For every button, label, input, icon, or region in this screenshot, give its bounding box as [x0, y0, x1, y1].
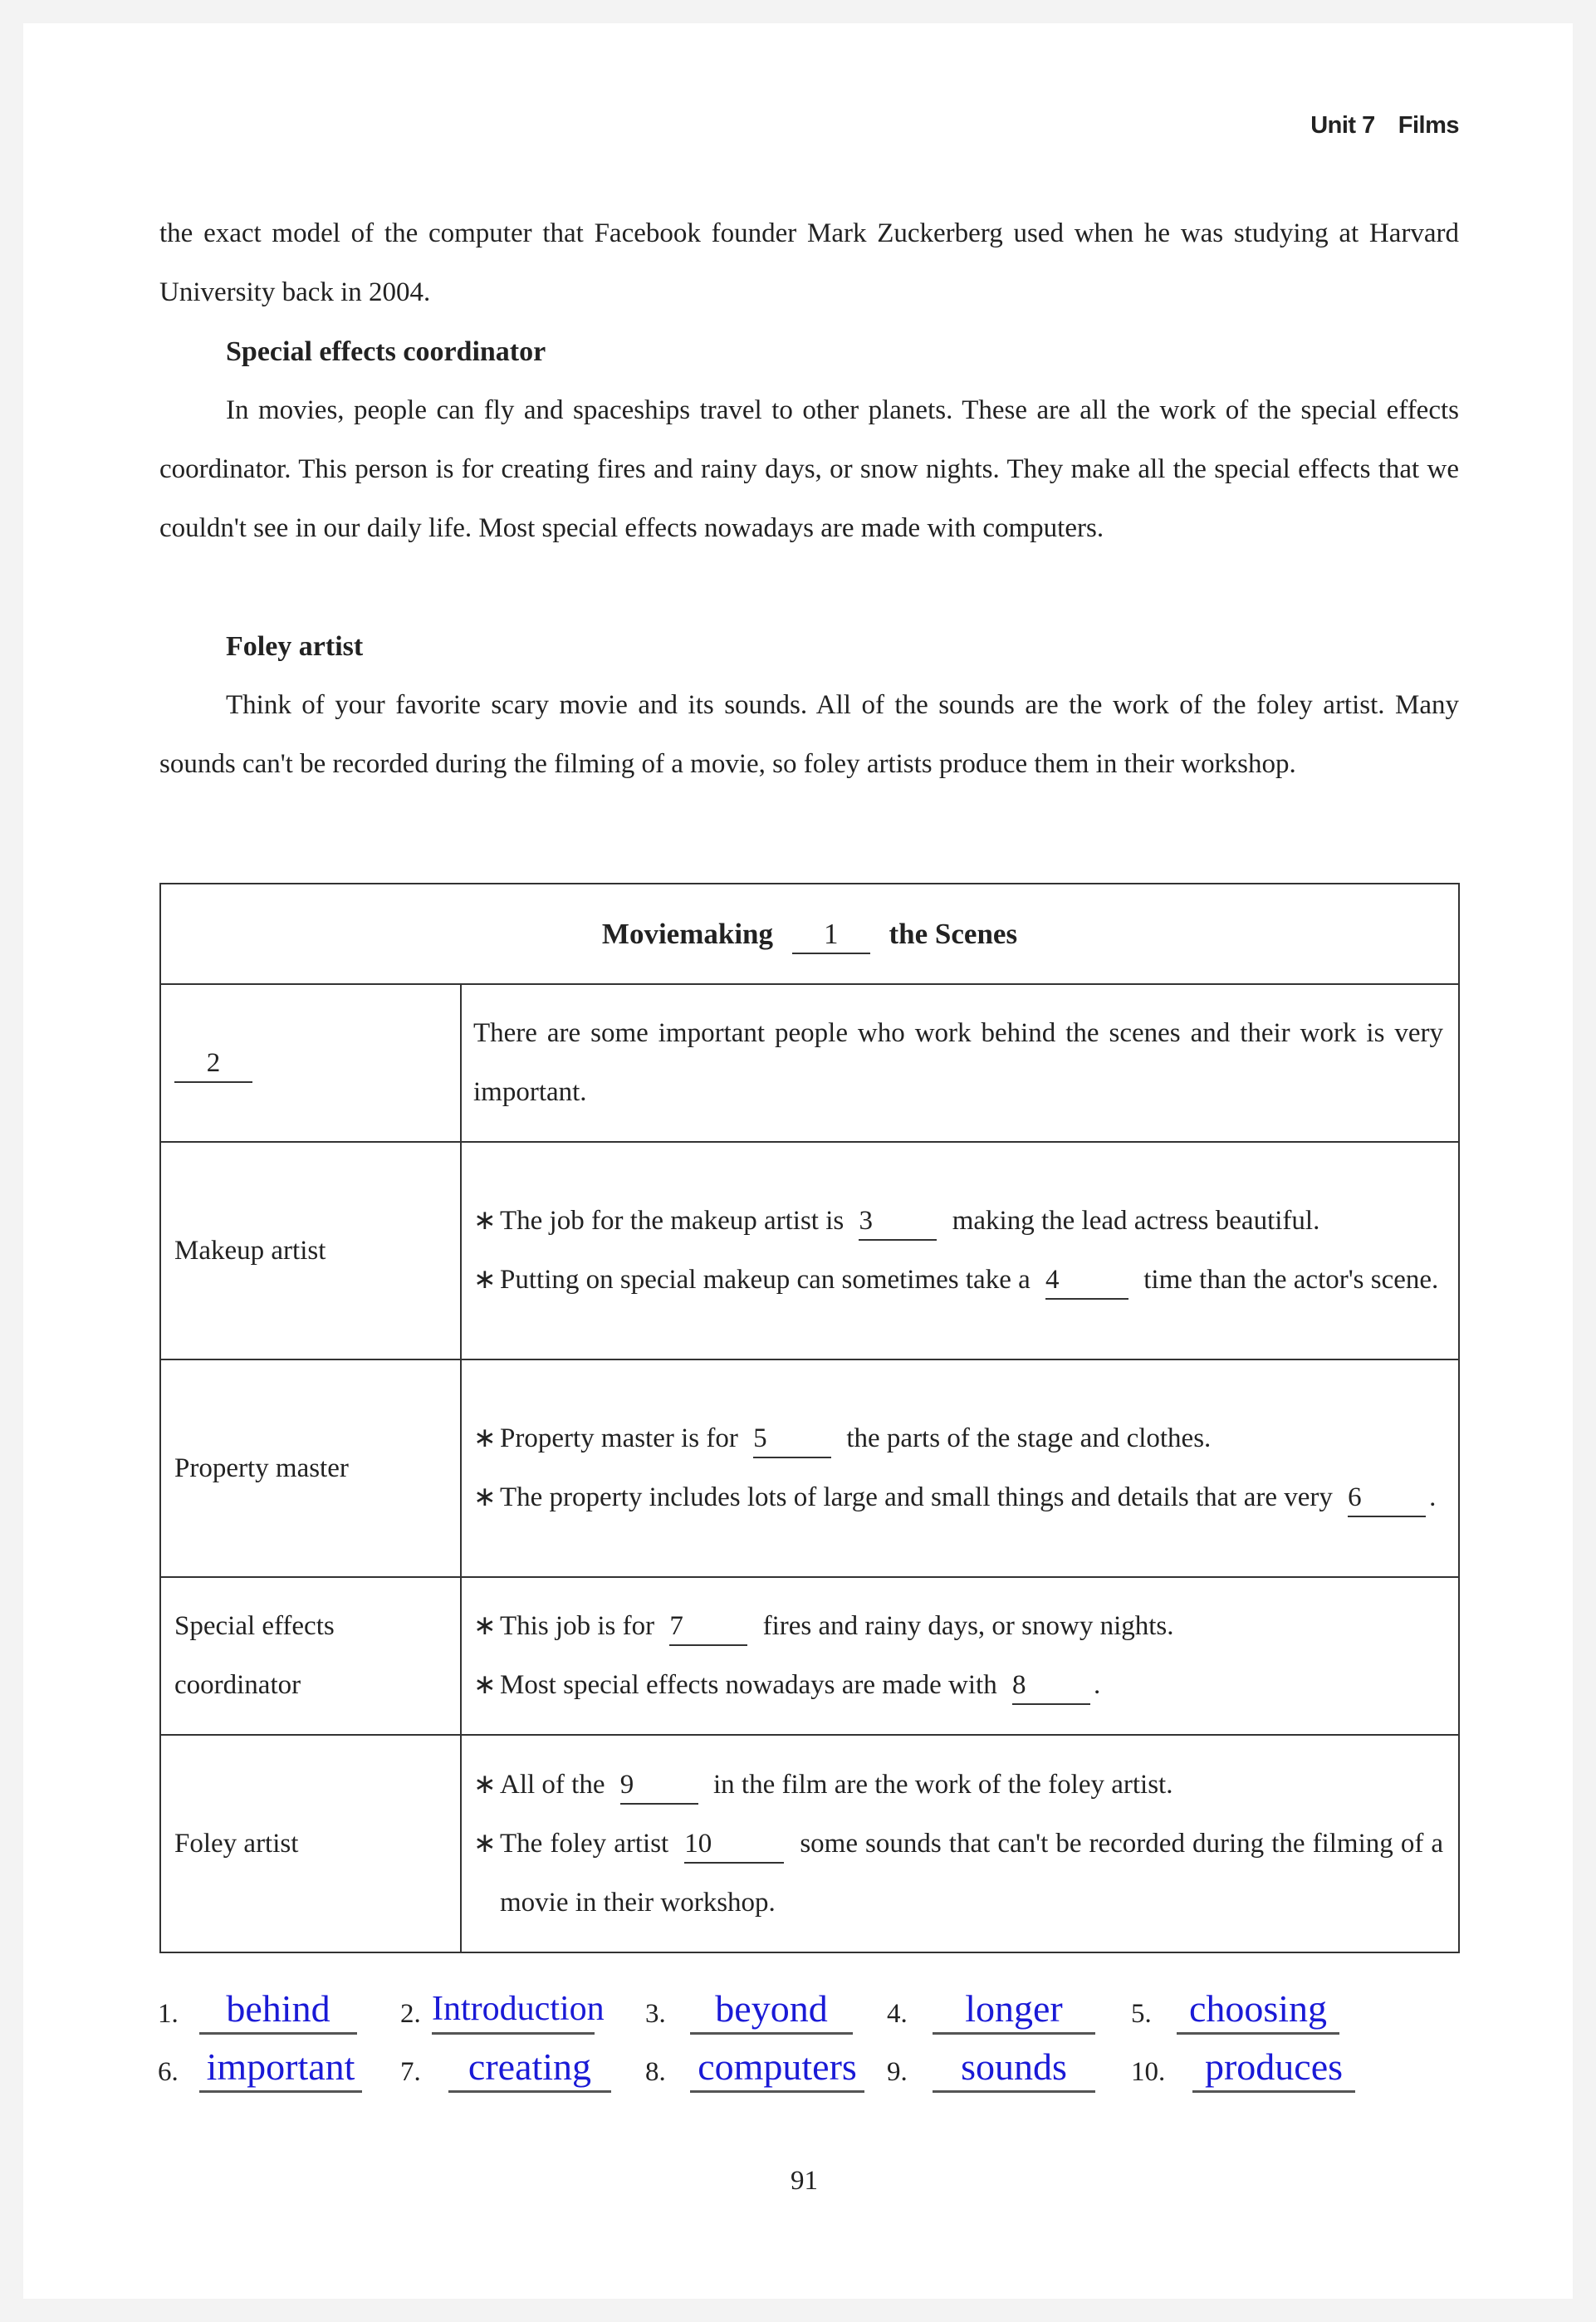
row-label	[160, 984, 461, 1142]
bullet-icon: ∗	[473, 1611, 497, 1641]
text: the parts of the stage and clothes.	[846, 1423, 1212, 1453]
blank-10: 10	[684, 1825, 784, 1864]
bullet-icon: ∗	[473, 1265, 497, 1295]
section-paragraph: Think of your favorite scary movie and its sounds. All of the sounds are the work of the foley artist. Many sounds can't be recorded during the filming of a movie, so foley artists produce them in their workshop.	[159, 690, 1459, 779]
row-content: There are some important people who work behind the scenes and their work is very important.	[461, 984, 1459, 1142]
bullet-icon: ∗	[473, 1482, 497, 1512]
answer-number: 4.	[887, 1999, 908, 2029]
text: .	[1429, 1482, 1437, 1512]
table-row	[160, 1735, 1459, 1952]
answer-text: longer	[933, 1986, 1095, 2035]
text: fires and rainy days, or snowy nights.	[762, 1611, 1174, 1641]
text: in the film are the work of the foley artist.	[712, 1769, 1173, 1800]
blank-3: 3	[859, 1203, 937, 1241]
row-content	[461, 1735, 1459, 1952]
row-label: Special effects coordinator	[160, 1577, 461, 1735]
table-row	[160, 1142, 1459, 1359]
answer-number: 5.	[1131, 1999, 1152, 2029]
unit-label: Unit 7	[1310, 112, 1375, 139]
answer-text: beyond	[690, 1986, 853, 2035]
bullet-icon: ∗	[473, 1670, 497, 1700]
answer-text: produces	[1192, 2044, 1355, 2093]
text: Putting on special makeup can sometimes take a	[500, 1265, 1031, 1295]
table-row	[160, 1359, 1459, 1577]
blank-7: 7	[669, 1608, 747, 1646]
bullet-icon: ∗	[473, 1206, 497, 1236]
answer-number: 10.	[1131, 2057, 1166, 2087]
blank-9: 9	[620, 1766, 698, 1805]
answer-number: 1.	[158, 1999, 179, 2029]
table-row	[160, 1577, 1459, 1735]
blank-4: 4	[1045, 1261, 1128, 1300]
intro-paragraph: the exact model of the computer that Facebook founder Mark Zuckerberg used when he was studying at Harvard University back in 2004.	[159, 218, 1459, 307]
blank-6: 6	[1348, 1479, 1426, 1517]
section-paragraph: In movies, people can fly and spaceships travel to other planets. These are all the work of the special effects coordinator. This person is for creating fires and rainy days, or snow nights. They make all the special effects that we couldn't see in our daily life. Most special effects nowadays are made with computers.	[159, 395, 1459, 543]
unit-title: Films	[1398, 112, 1459, 139]
text: .	[1093, 1670, 1101, 1700]
answer-number: 7.	[400, 2057, 421, 2087]
blank-1: 1	[792, 916, 870, 954]
text: All of the	[500, 1769, 605, 1800]
text: This job is for	[500, 1611, 655, 1641]
row-label: Property master	[160, 1359, 461, 1577]
answer-text: sounds	[933, 2044, 1095, 2093]
blank-8: 8	[1012, 1667, 1090, 1705]
running-header	[1310, 112, 1459, 140]
bullet-icon: ∗	[473, 1769, 497, 1800]
answer-number: 8.	[645, 2057, 666, 2087]
text: Property master is for	[500, 1423, 738, 1453]
row-content	[461, 1359, 1459, 1577]
title-text: the Scenes	[889, 918, 1018, 950]
bullet-icon: ∗	[473, 1828, 497, 1859]
row-content	[461, 1142, 1459, 1359]
row-label: Foley artist	[160, 1735, 461, 1952]
bullet-icon: ∗	[473, 1423, 497, 1453]
table-title	[160, 884, 1459, 984]
answer-number: 6.	[158, 2057, 179, 2087]
table-row	[160, 984, 1459, 1142]
answer-text: creating	[448, 2044, 611, 2093]
text: The foley artist	[500, 1828, 669, 1859]
title-text: Moviemaking	[601, 918, 774, 950]
answer-text: important	[199, 2044, 362, 2093]
text: making the lead actress beautiful.	[952, 1206, 1320, 1236]
answer-number: 9.	[887, 2057, 908, 2087]
answer-text: choosing	[1177, 1986, 1339, 2035]
answer-text: computers	[690, 2044, 864, 2093]
answer-text: behind	[199, 1986, 357, 2035]
answer-number: 2.	[400, 1999, 421, 2029]
answer-text: Introduction	[432, 1986, 595, 2035]
text: time than the actor's scene.	[1143, 1265, 1439, 1295]
blank-2: 2	[174, 1045, 252, 1083]
row-content	[461, 1577, 1459, 1735]
answer-number: 3.	[645, 1999, 666, 2029]
row-label: Makeup artist	[160, 1142, 461, 1359]
blank-5: 5	[753, 1420, 831, 1458]
text: Most special effects nowadays are made with	[500, 1670, 997, 1700]
text: some sounds that can't be recorded during the filming of a movie in their workshop.	[500, 1828, 1444, 1918]
text: The property includes lots of large and small things and details that are very	[500, 1482, 1333, 1512]
section-heading: Special effects coordinator	[226, 336, 546, 367]
text: The job for the makeup artist is	[500, 1206, 845, 1236]
section-heading: Foley artist	[226, 631, 364, 662]
summary-table	[159, 883, 1460, 1953]
page-number: 91	[791, 2166, 818, 2196]
